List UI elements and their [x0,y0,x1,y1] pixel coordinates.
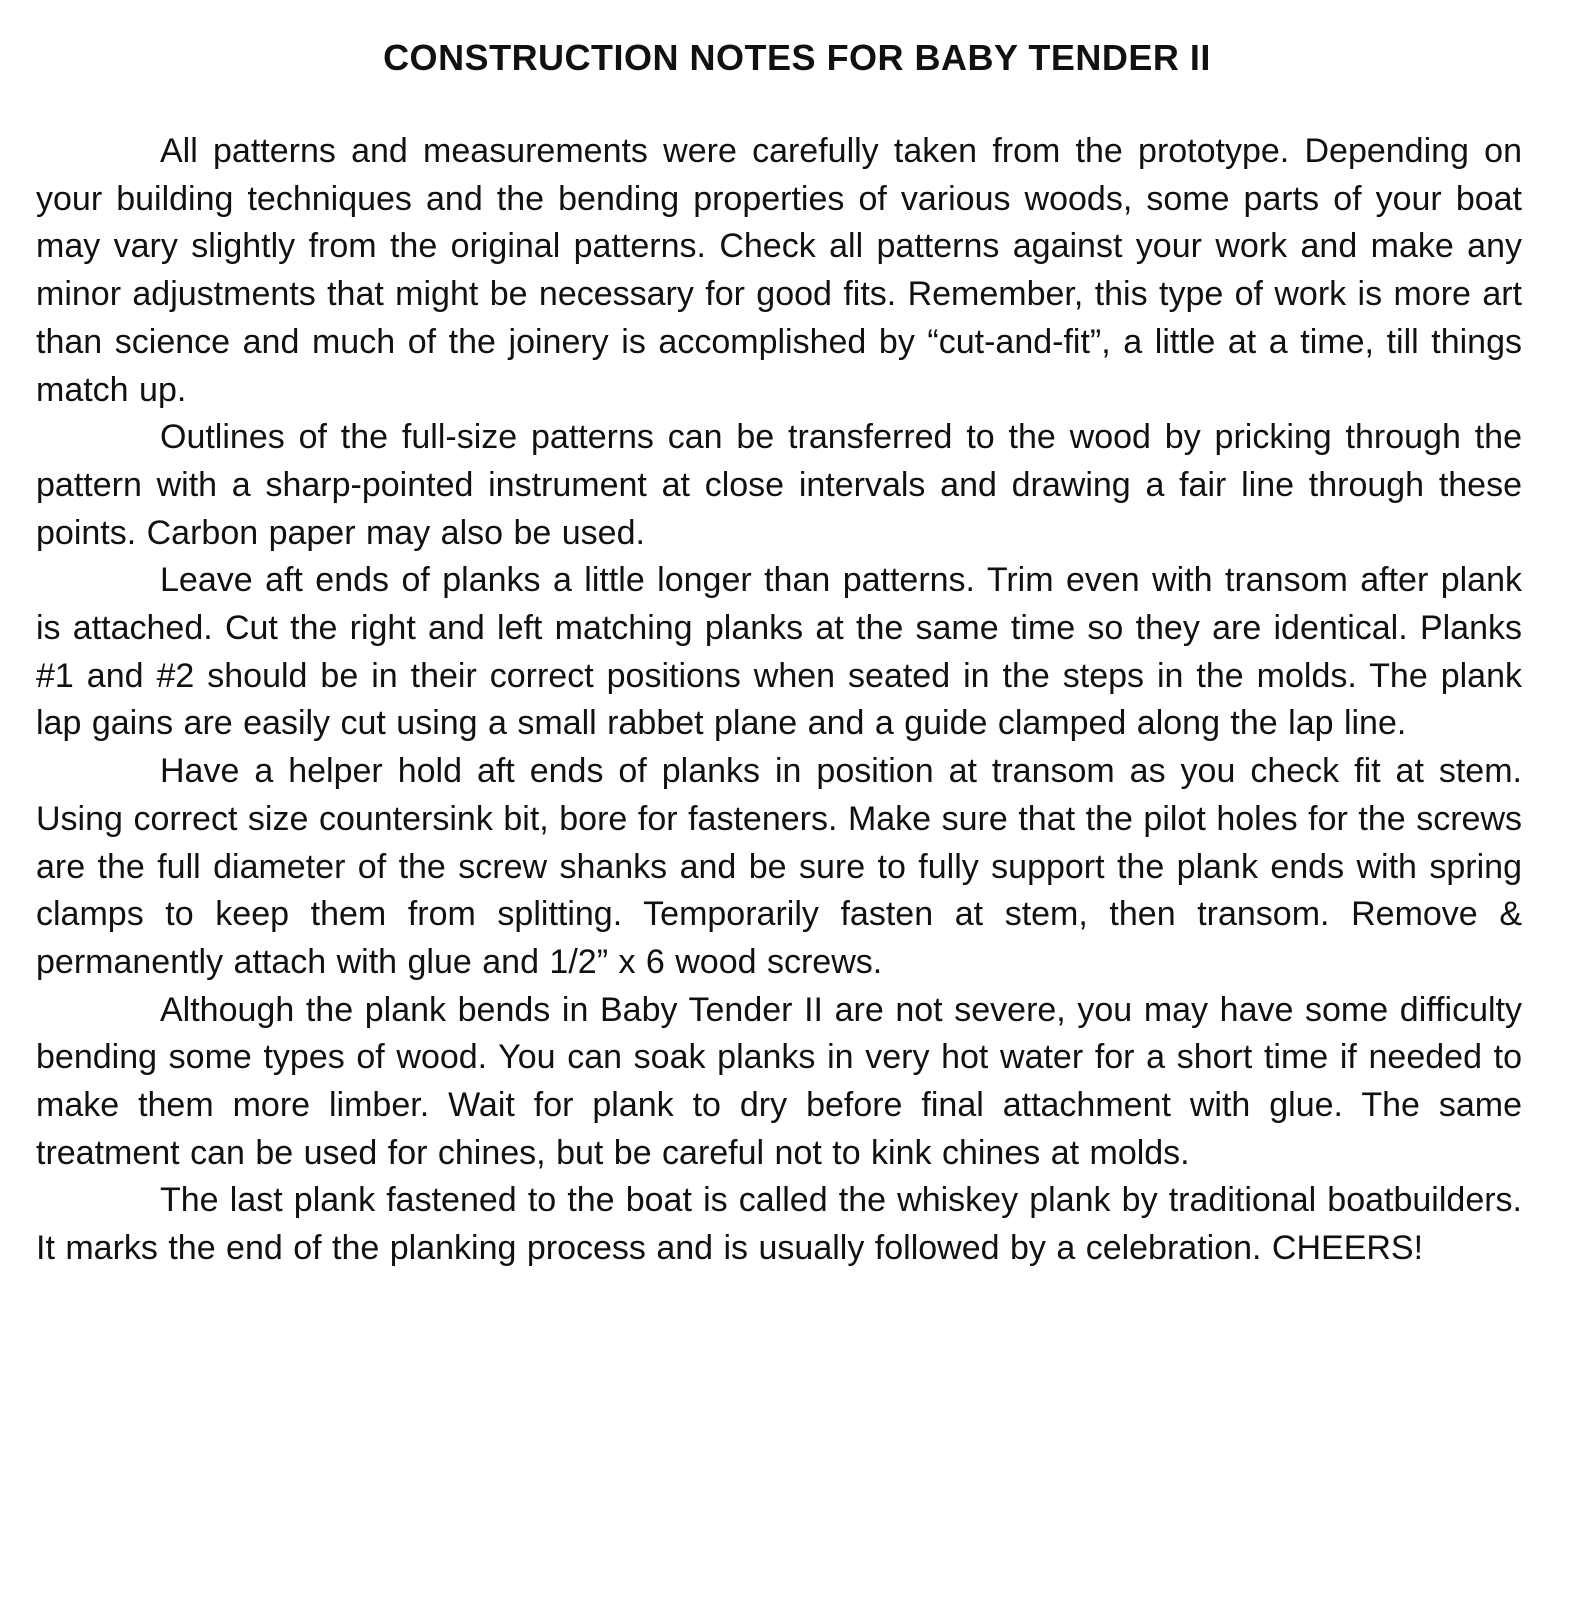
paragraph-patterns: All patterns and measurements were carefully taken from the prototype. Depending on your building techniques and the bending properties of various woods, some parts of your boat may vary slightly from the original patterns. Check all patterns against your work and make any minor adjustments that might be necessary for good fits. Remember, this type of work is more art than science and much of the joinery is accomplished by “cut-and-fit”, a little at a time, till things match up. [36,132,1522,409]
document-title: CONSTRUCTION NOTES FOR BABY TENDER II [383,37,1211,78]
paragraph-bending: Although the plank bends in Baby Tender II are not severe, you may have some difficulty bending some types of wood. You can soak planks in very hot water for a short time if needed to make them more limber. Wait for plank to dry before final attachment with glue. The same treatment can be used for chines, but be careful not to kink chines at molds. [36,990,1522,1172]
paragraph-fastening: Have a helper hold aft ends of planks in position at transom as you check fit at stem. Using correct size countersink bit, bore for fasteners. Make sure that the pilot holes for the screws are the full diameter of the screw shanks and be sure to fully support the plank ends with spring clamps to keep them from splitting. Temporarily fasten at stem, then transom. Remove & permanently attach with glue and 1/2” x 6 wood screws. [36,752,1522,981]
paragraph-whiskey-plank: The last plank fastened to the boat is called the whiskey plank by traditional boatbuilders. It marks the end of the planking process and is usually followed by a celebration. CHEERS! [36,1181,1522,1268]
document-body [36,128,1522,1273]
paragraph-outlines: Outlines of the full-size patterns can be transferred to the wood by pricking through the pattern with a sharp-pointed instrument at close intervals and drawing a fair line through these points. Carbon paper may also be used. [36,418,1522,552]
paragraph-planks: Leave aft ends of planks a little longer than patterns. Trim even with transom after plank is attached. Cut the right and left matching planks at the same time so they are identical. Planks #1 and #2 should be in their correct positions when seated in the steps in the molds. The plank lap gains are easily cut using a small rabbet plane and a guide clamped along the lap line. [36,561,1522,743]
